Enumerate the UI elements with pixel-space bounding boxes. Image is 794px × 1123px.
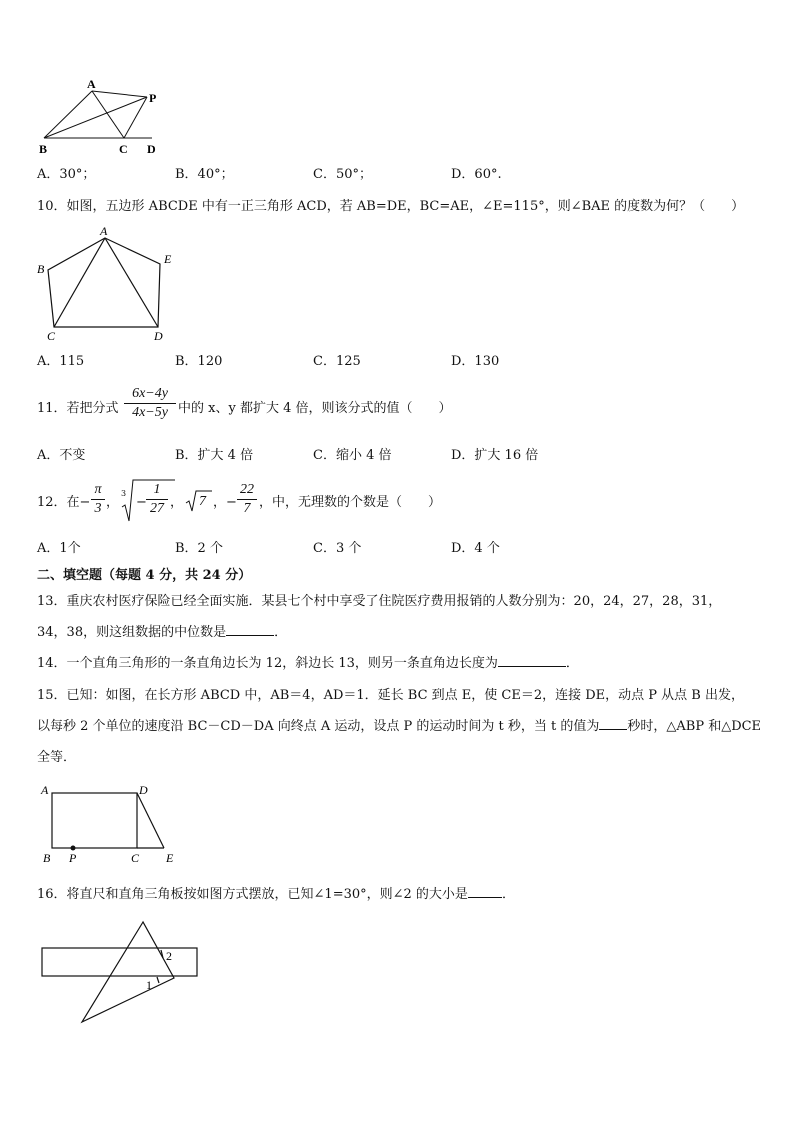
q11-numerator: 6x−4y — [132, 386, 168, 401]
q11-option-b: B．扩大 4 倍 — [175, 448, 254, 463]
label-b: B — [37, 262, 45, 276]
q14-text: 14．一个直角三角形的一条直角边长为 12，斜边长 13，则另一条直角边长度为 — [37, 656, 498, 671]
q10-option-b: B．120 — [175, 354, 223, 369]
q9-option-d: D．60°. — [451, 167, 502, 182]
label-a: A — [100, 224, 108, 238]
q15-line2-end: 秒时，△ABP 和△DCE — [627, 719, 762, 734]
q14-end: ． — [565, 656, 579, 671]
q12-option-c: C．3 个 — [313, 541, 362, 556]
numerator: π — [94, 482, 102, 497]
q11-option-a: A．不变 — [37, 448, 86, 463]
label-a: A — [41, 783, 49, 797]
q11-denominator: 4x−5y — [132, 405, 168, 420]
label-b: B — [43, 851, 51, 865]
ruler — [42, 948, 197, 976]
label-p: P — [69, 851, 77, 865]
q9-option-c: C．50°； — [313, 167, 372, 182]
q13-line1: 13．重庆农村医疗保险已经全面实施．某县七个村中享受了住院医疗费用报销的人数分别为：20，24，27，28，31， — [37, 594, 722, 609]
label-a: A — [87, 77, 96, 91]
label-c: C — [131, 851, 140, 865]
q11-suffix: 中的 x、y 都扩大 4 倍，则该分式的值（ ） — [178, 401, 452, 416]
q15-line2-text: 以每秒 2 个单位的速度沿 BC－CD－DA 向终点 A 运动，设点 P 的运动时间为 t 秒，当 t 的值为 — [37, 719, 600, 734]
q12-suffix: ，中，无理数的个数是（ ） — [259, 495, 442, 510]
q11-option-d: D．扩大 16 倍 — [451, 448, 539, 463]
q9-option-a: A．30°； — [37, 167, 96, 182]
q12-option-d: D．4 个 — [451, 541, 500, 556]
q12-sqrt7: 7 — [199, 494, 206, 509]
label-c: C — [119, 142, 128, 156]
q15-line3: 全等． — [37, 750, 77, 765]
angle-label-2: 2 — [166, 949, 172, 963]
q12-comma-3: ， — [213, 495, 227, 510]
denominator: 7 — [243, 501, 251, 516]
q11-prefix: 11．若把分式 — [37, 401, 119, 416]
q12-option-b: B．2 个 — [175, 541, 223, 556]
label-e: E — [166, 851, 174, 865]
denominator: 3 — [94, 501, 102, 516]
q12-option-a: A．1个 — [37, 541, 81, 556]
label-d: D — [154, 329, 163, 343]
numerator: 1 — [153, 482, 161, 497]
set-square — [82, 922, 174, 1022]
label-p: P — [149, 91, 157, 105]
denominator: 27 — [150, 501, 164, 516]
label-e: E — [164, 252, 172, 266]
label-b: B — [39, 142, 48, 156]
q9-option-b: B．40°； — [175, 167, 234, 182]
q15-line1: 15．已知：如图，在长方形 ABCD 中，AB＝4，AD＝1．延长 BC 到点 E，使 CE＝2，连接 DE，动点 P 从点 B 出发， — [37, 688, 744, 703]
q16-end: ． — [501, 887, 515, 902]
q12-neg: − — [226, 495, 237, 510]
q10-option-a: A．115 — [37, 354, 85, 369]
cbrt-index: 3 — [121, 489, 127, 498]
q10-option-c: C．125 — [313, 354, 361, 369]
label-d: D — [147, 142, 156, 156]
q12-comma-1: ， — [106, 495, 120, 510]
q10-stem: 10．如图，五边形 ABCDE 中有一正三角形 ACD，若 AB=DE，BC=AE，∠E=115°，则∠BAE 的度数为何？（ ） — [37, 199, 745, 214]
q10-option-d: D．130 — [451, 354, 500, 369]
angle-mark-1 — [157, 977, 159, 983]
q13-line2-end: ． — [274, 625, 288, 640]
q13-line2-text: 34，38，则这组数据的中位数是 — [37, 625, 227, 640]
angle-label-1: 1 — [146, 978, 152, 992]
q11-option-c: C．缩小 4 倍 — [313, 448, 392, 463]
q12-prefix: 12．在− — [37, 495, 91, 510]
section-heading: 二、填空题（每题 4 分，共 24 分） — [37, 568, 252, 583]
q12-cbrt-minus: − — [136, 495, 147, 510]
q16-text: 16．将直尺和直角三角板按如图方式摆放，已知∠1=30°，则∠2 的大小是 — [37, 887, 468, 902]
label-c: C — [47, 329, 56, 343]
q12-comma-2: ， — [170, 495, 184, 510]
numerator: 22 — [240, 482, 254, 497]
label-d: D — [139, 783, 148, 797]
